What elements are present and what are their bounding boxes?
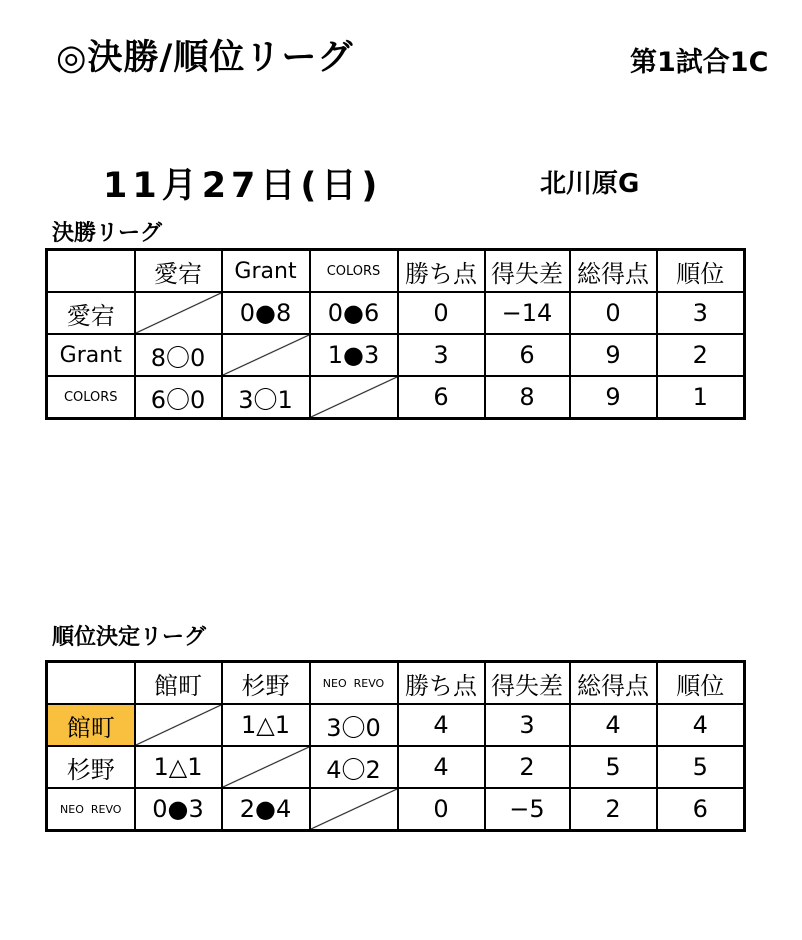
match-result: 3〇0 — [310, 704, 398, 746]
table-header-row — [47, 662, 745, 705]
table-row — [47, 704, 745, 746]
total-goals-cell: 0 — [570, 292, 657, 334]
venue: 北川原G — [540, 169, 640, 199]
header-goal-diff: 得失差 — [485, 662, 570, 705]
match-result: 4〇2 — [310, 746, 398, 788]
table-row — [47, 334, 745, 376]
placement-league-title: 順位決定リーグ — [52, 625, 207, 650]
header-total-goals: 総得点 — [570, 250, 657, 293]
match-result: 1●3 — [310, 334, 398, 376]
table-row — [47, 292, 745, 334]
match-result: 0●3 — [135, 788, 222, 831]
rank-cell: 6 — [657, 788, 745, 831]
header-team-colors: COLORS — [310, 250, 398, 293]
rank-cell: 1 — [657, 376, 745, 419]
points-cell: 0 — [398, 292, 485, 334]
total-goals-cell: 9 — [570, 376, 657, 419]
header-rank: 順位 — [657, 250, 745, 293]
match-result: 6〇0 — [135, 376, 222, 419]
goal-diff-cell: 6 — [485, 334, 570, 376]
row-team-name: NEO REVO — [47, 788, 135, 831]
self-match-cell — [135, 292, 222, 334]
table-header-row — [47, 250, 745, 293]
final-league-title: 決勝リーグ — [52, 221, 163, 246]
rank-cell: 3 — [657, 292, 745, 334]
self-match-cell — [310, 376, 398, 419]
total-goals-cell: 2 — [570, 788, 657, 831]
row-team-name: 愛宕 — [47, 292, 135, 334]
rank-cell: 4 — [657, 704, 745, 746]
rank-cell: 5 — [657, 746, 745, 788]
total-goals-cell: 9 — [570, 334, 657, 376]
goal-diff-cell: 8 — [485, 376, 570, 419]
row-team-name: Grant — [47, 334, 135, 376]
final-league-table — [45, 248, 746, 420]
goal-diff-cell: 2 — [485, 746, 570, 788]
points-cell: 4 — [398, 746, 485, 788]
goal-diff-cell: −5 — [485, 788, 570, 831]
rank-cell: 2 — [657, 334, 745, 376]
row-team-name: 館町 — [47, 704, 135, 746]
header-goal-diff: 得失差 — [485, 250, 570, 293]
header-corner-cell — [47, 662, 135, 705]
points-cell: 0 — [398, 788, 485, 831]
header-team-atago: 愛宕 — [135, 250, 222, 293]
header-points: 勝ち点 — [398, 662, 485, 705]
row-team-name: COLORS — [47, 376, 135, 419]
points-cell: 4 — [398, 704, 485, 746]
table-row — [47, 746, 745, 788]
row-team-name: 杉野 — [47, 746, 135, 788]
self-match-cell — [310, 788, 398, 831]
page-title: ◎決勝/順位リーグ — [56, 38, 354, 78]
placement-league-table — [45, 660, 746, 832]
points-cell: 6 — [398, 376, 485, 419]
points-cell: 3 — [398, 334, 485, 376]
match-result: 2●4 — [222, 788, 310, 831]
match-result: 1△1 — [135, 746, 222, 788]
self-match-cell — [222, 334, 310, 376]
match-result: 0●6 — [310, 292, 398, 334]
match-result: 8〇0 — [135, 334, 222, 376]
header-team-tatemachi: 館町 — [135, 662, 222, 705]
header-team-neo-revo: NEO REVO — [310, 662, 398, 705]
match-result: 1△1 — [222, 704, 310, 746]
self-match-cell — [222, 746, 310, 788]
header-team-grant: Grant — [222, 250, 310, 293]
total-goals-cell: 5 — [570, 746, 657, 788]
match-result: 0●8 — [222, 292, 310, 334]
match-date: 11月27日(日) — [103, 166, 383, 206]
table-row — [47, 788, 745, 831]
goal-diff-cell: 3 — [485, 704, 570, 746]
header-total-goals: 総得点 — [570, 662, 657, 705]
header-rank: 順位 — [657, 662, 745, 705]
self-match-cell — [135, 704, 222, 746]
total-goals-cell: 4 — [570, 704, 657, 746]
header-points: 勝ち点 — [398, 250, 485, 293]
match-info: 第1試合1C — [630, 47, 769, 78]
header-team-sugino: 杉野 — [222, 662, 310, 705]
match-result: 3〇1 — [222, 376, 310, 419]
header-corner-cell — [47, 250, 135, 293]
goal-diff-cell: −14 — [485, 292, 570, 334]
table-row — [47, 376, 745, 419]
